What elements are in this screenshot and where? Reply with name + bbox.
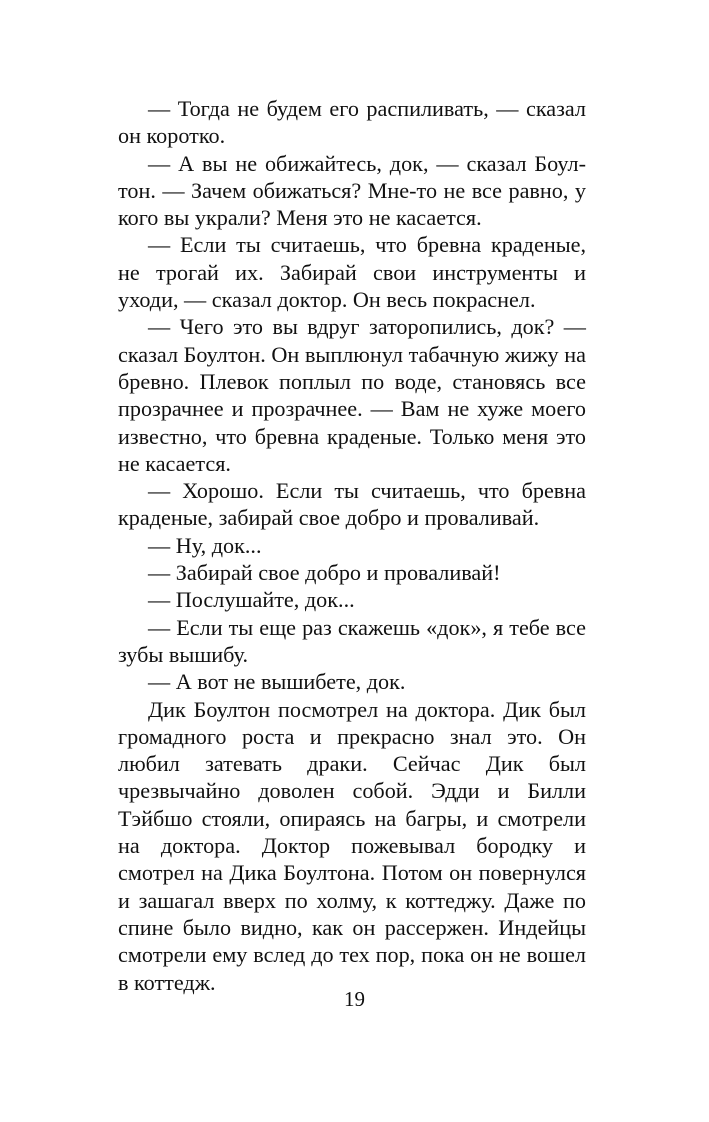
paragraph: — Если ты еще раз скажешь «док», я тебе все зубы вышибу. [118,614,586,667]
page-text [118,95,586,996]
paragraph: — А вот не вышибете, док. [148,669,406,695]
paragraph: — Послушайте, док... [148,587,355,613]
paragraph: Дик Боултон посмотрел на доктора. Дик был громадного роста и прекрасно знал это. Он любил затевать драки. Сейчас Дик был чрезвычайно доволен собой. Эдди и Билли Тэйбшо стояли, опираясь на багры, и смотрели на доктора. Доктор пожевывал бородку и смотрел на Дика Боултона. Потом он повернулся и зашагал вверх по холму, к коттеджу. Даже по спине было видно, как он рассержен. Индейцы смотрели ему вслед до тех пор, пока он не вошел в коттедж. [118,696,586,995]
paragraph: — Чего это вы вдруг заторопились, док? — сказал Боултон. Он выплюнул табачную жижу на бревно. Плевок поплыл по воде, становясь все прозрачнее и прозрачнее. — Вам не хуже моего известно, что бревна краденые. Только меня это не касается. [118,314,586,476]
paragraph: — Тогда не будем его распиливать, — сказал он коротко. [118,96,586,149]
page-number: 19 [344,987,365,1011]
paragraph: — Если ты считаешь, что бревна краденые, не трогай их. Забирай свои инструменты и уходи, — сказал доктор. Он весь покраснел. [118,232,586,313]
paragraph: — Забирай свое добро и проваливай! [148,560,501,586]
paragraph: — Хорошо. Если ты считаешь, что бревна краденые, забирай свое добро и проваливай. [118,478,586,531]
paragraph: — А вы не обижайтесь, док, — сказал Боултон. — Зачем обижаться? Мне-то не все равно, у кого вы украли? Меня это не касается. [118,150,586,231]
paragraph: — Ну, док... [148,532,262,558]
